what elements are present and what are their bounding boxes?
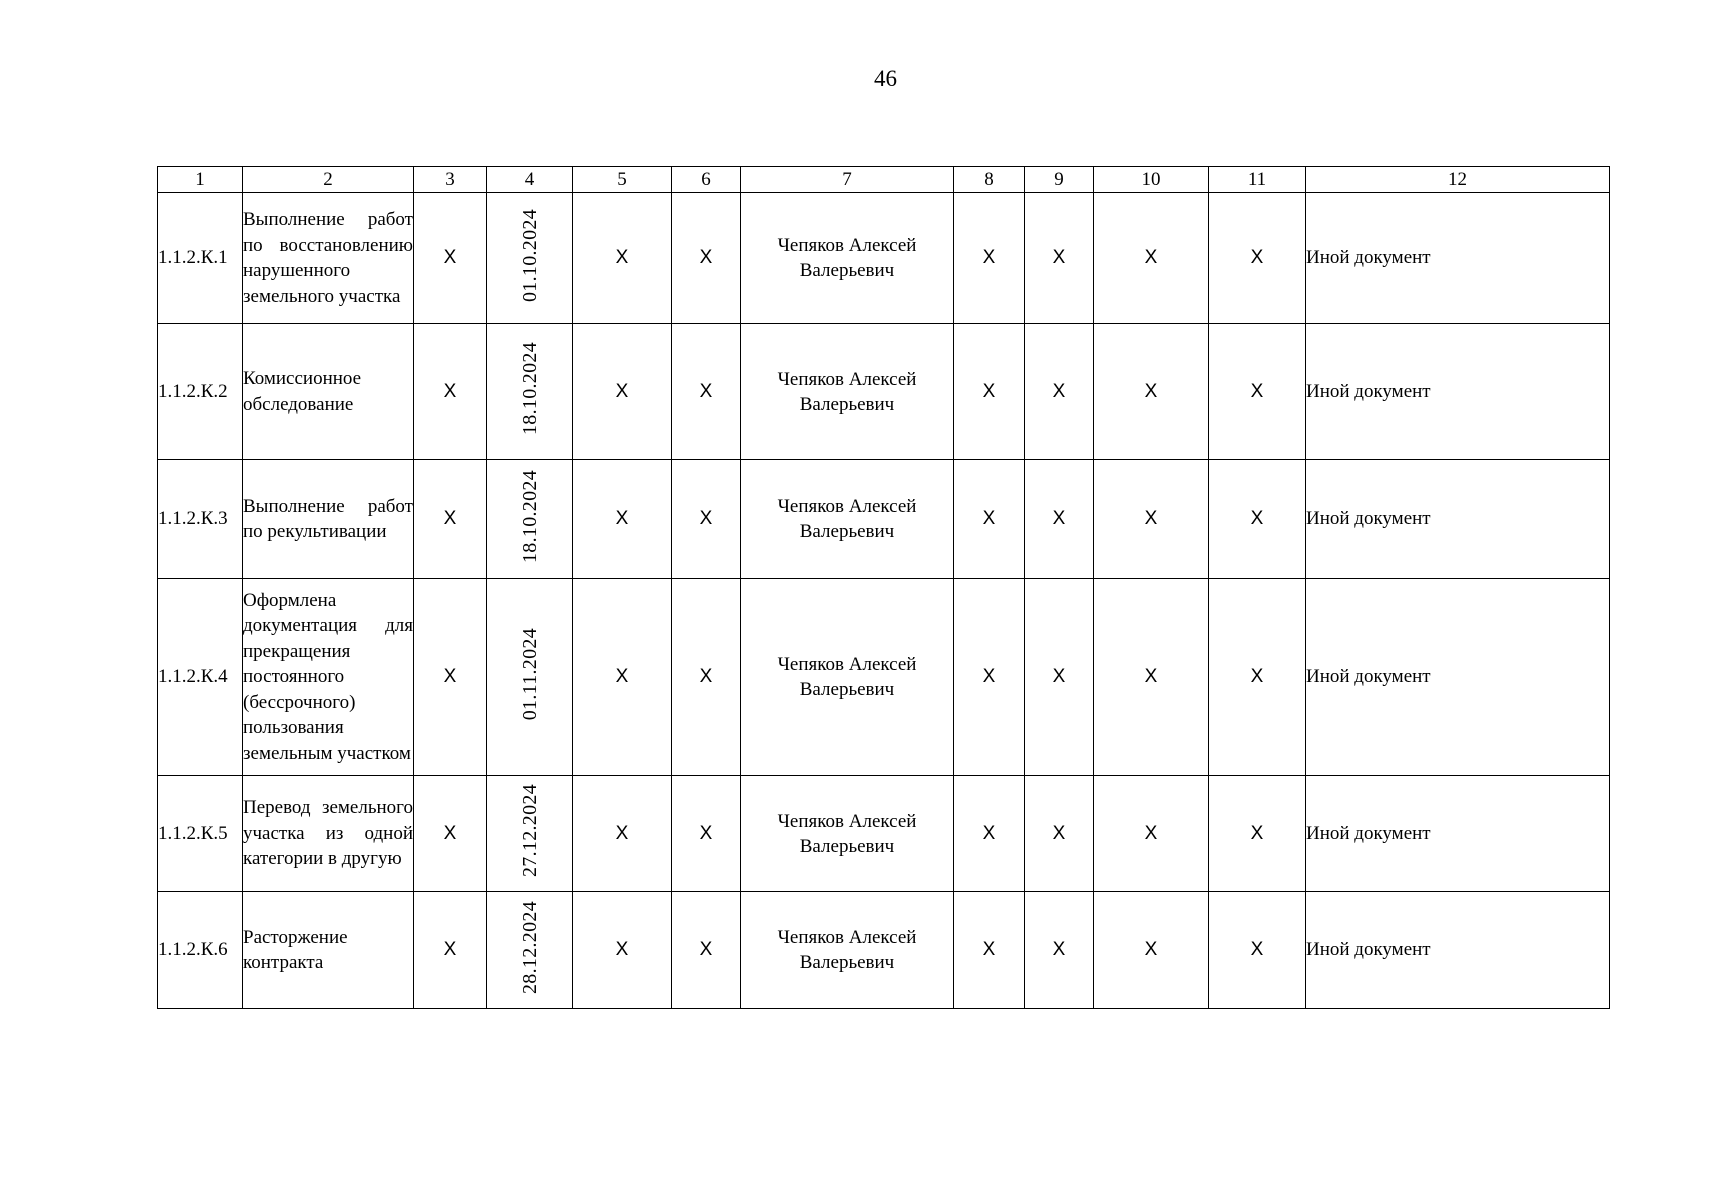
cell-mark: X (1094, 324, 1209, 460)
responsible-person: Чепяков Алексей Валерьевич (741, 892, 954, 1009)
cell-mark: X (1025, 460, 1094, 579)
header-cell: 4 (487, 167, 573, 193)
header-cell: 11 (1209, 167, 1306, 193)
table-row (158, 324, 1610, 460)
work-description: Выполнение работ по восстановлению нарушенного земельного участка (243, 193, 414, 324)
cell-mark: X (1209, 892, 1306, 1009)
cell-mark: X (1209, 460, 1306, 579)
cell-mark: X (1025, 579, 1094, 776)
cell-mark: X (954, 460, 1025, 579)
document-type: Иной документ (1306, 193, 1610, 324)
date-text: 27.12.2024 (518, 784, 541, 877)
date-cell (487, 460, 573, 579)
cell-mark: X (573, 324, 672, 460)
document-type: Иной документ (1306, 776, 1610, 892)
responsible-person: Чепяков Алексей Валерьевич (741, 193, 954, 324)
cell-mark: X (573, 892, 672, 1009)
row-code: 1.1.2.К.1 (158, 193, 243, 324)
responsible-person: Чепяков Алексей Валерьевич (741, 324, 954, 460)
header-cell: 10 (1094, 167, 1209, 193)
page-number: 46 (874, 66, 897, 91)
cell-mark: X (1025, 776, 1094, 892)
cell-mark: X (1094, 460, 1209, 579)
row-code: 1.1.2.К.4 (158, 579, 243, 776)
cell-mark: X (414, 892, 487, 1009)
cell-mark: X (1094, 892, 1209, 1009)
date-cell (487, 892, 573, 1009)
date-cell (487, 579, 573, 776)
cell-mark: X (954, 324, 1025, 460)
cell-mark: X (672, 579, 741, 776)
header-cell: 7 (741, 167, 954, 193)
document-type: Иной документ (1306, 460, 1610, 579)
date-text: 18.10.2024 (518, 469, 541, 563)
cell-mark: X (1025, 892, 1094, 1009)
cell-mark: X (573, 776, 672, 892)
cell-mark: X (414, 193, 487, 324)
header-cell: 12 (1306, 167, 1610, 193)
row-code: 1.1.2.К.6 (158, 892, 243, 1009)
cell-mark: X (1025, 324, 1094, 460)
header-cell: 2 (243, 167, 414, 193)
work-description: Выполнение работ по рекультивации (243, 460, 414, 579)
table-row (158, 193, 1610, 324)
date-text: 28.12.2024 (518, 900, 541, 994)
table-row (158, 460, 1610, 579)
table-row (158, 892, 1610, 1009)
cell-mark: X (954, 776, 1025, 892)
header-cell: 5 (573, 167, 672, 193)
cell-mark: X (672, 460, 741, 579)
date-text: 01.10.2024 (518, 208, 541, 302)
cell-mark: X (414, 324, 487, 460)
row-code: 1.1.2.К.2 (158, 324, 243, 460)
date-text: 01.11.2024 (518, 627, 541, 721)
date-cell (487, 776, 573, 892)
table-row (158, 579, 1610, 776)
cell-mark: X (954, 892, 1025, 1009)
date-text: 18.10.2024 (518, 342, 541, 435)
cell-mark: X (954, 579, 1025, 776)
date-cell (487, 324, 573, 460)
document-type: Иной документ (1306, 892, 1610, 1009)
cell-mark: X (1209, 776, 1306, 892)
cell-mark: X (1094, 579, 1209, 776)
cell-mark: X (414, 776, 487, 892)
table-row (158, 776, 1610, 892)
cell-mark: X (672, 776, 741, 892)
cell-mark: X (672, 193, 741, 324)
cell-mark: X (1209, 324, 1306, 460)
work-description: Перевод земельного участка из одной категории в другую (243, 776, 414, 892)
header-cell: 8 (954, 167, 1025, 193)
cell-mark: X (573, 193, 672, 324)
document-type: Иной документ (1306, 324, 1610, 460)
responsible-person: Чепяков Алексей Валерьевич (741, 579, 954, 776)
row-code: 1.1.2.К.3 (158, 460, 243, 579)
header-cell: 1 (158, 167, 243, 193)
responsible-person: Чепяков Алексей Валерьевич (741, 460, 954, 579)
cell-mark: X (414, 460, 487, 579)
work-description: Расторжение контракта (243, 892, 414, 1009)
cell-mark: X (954, 193, 1025, 324)
cell-mark: X (672, 324, 741, 460)
work-description: Оформлена документация для прекращения постоянного (бессрочного) пользования земельным участком (243, 579, 414, 776)
header-cell: 3 (414, 167, 487, 193)
header-cell: 6 (672, 167, 741, 193)
cell-mark: X (1094, 193, 1209, 324)
row-code: 1.1.2.К.5 (158, 776, 243, 892)
cell-mark: X (1209, 579, 1306, 776)
schedule-table (157, 166, 1610, 1009)
cell-mark: X (573, 460, 672, 579)
cell-mark: X (1025, 193, 1094, 324)
cell-mark: X (1094, 776, 1209, 892)
work-description: Комиссионное обследование (243, 324, 414, 460)
header-cell: 9 (1025, 167, 1094, 193)
document-type: Иной документ (1306, 579, 1610, 776)
cell-mark: X (573, 579, 672, 776)
cell-mark: X (672, 892, 741, 1009)
responsible-person: Чепяков Алексей Валерьевич (741, 776, 954, 892)
header-row (158, 167, 1610, 193)
date-cell (487, 193, 573, 324)
cell-mark: X (1209, 193, 1306, 324)
cell-mark: X (414, 579, 487, 776)
